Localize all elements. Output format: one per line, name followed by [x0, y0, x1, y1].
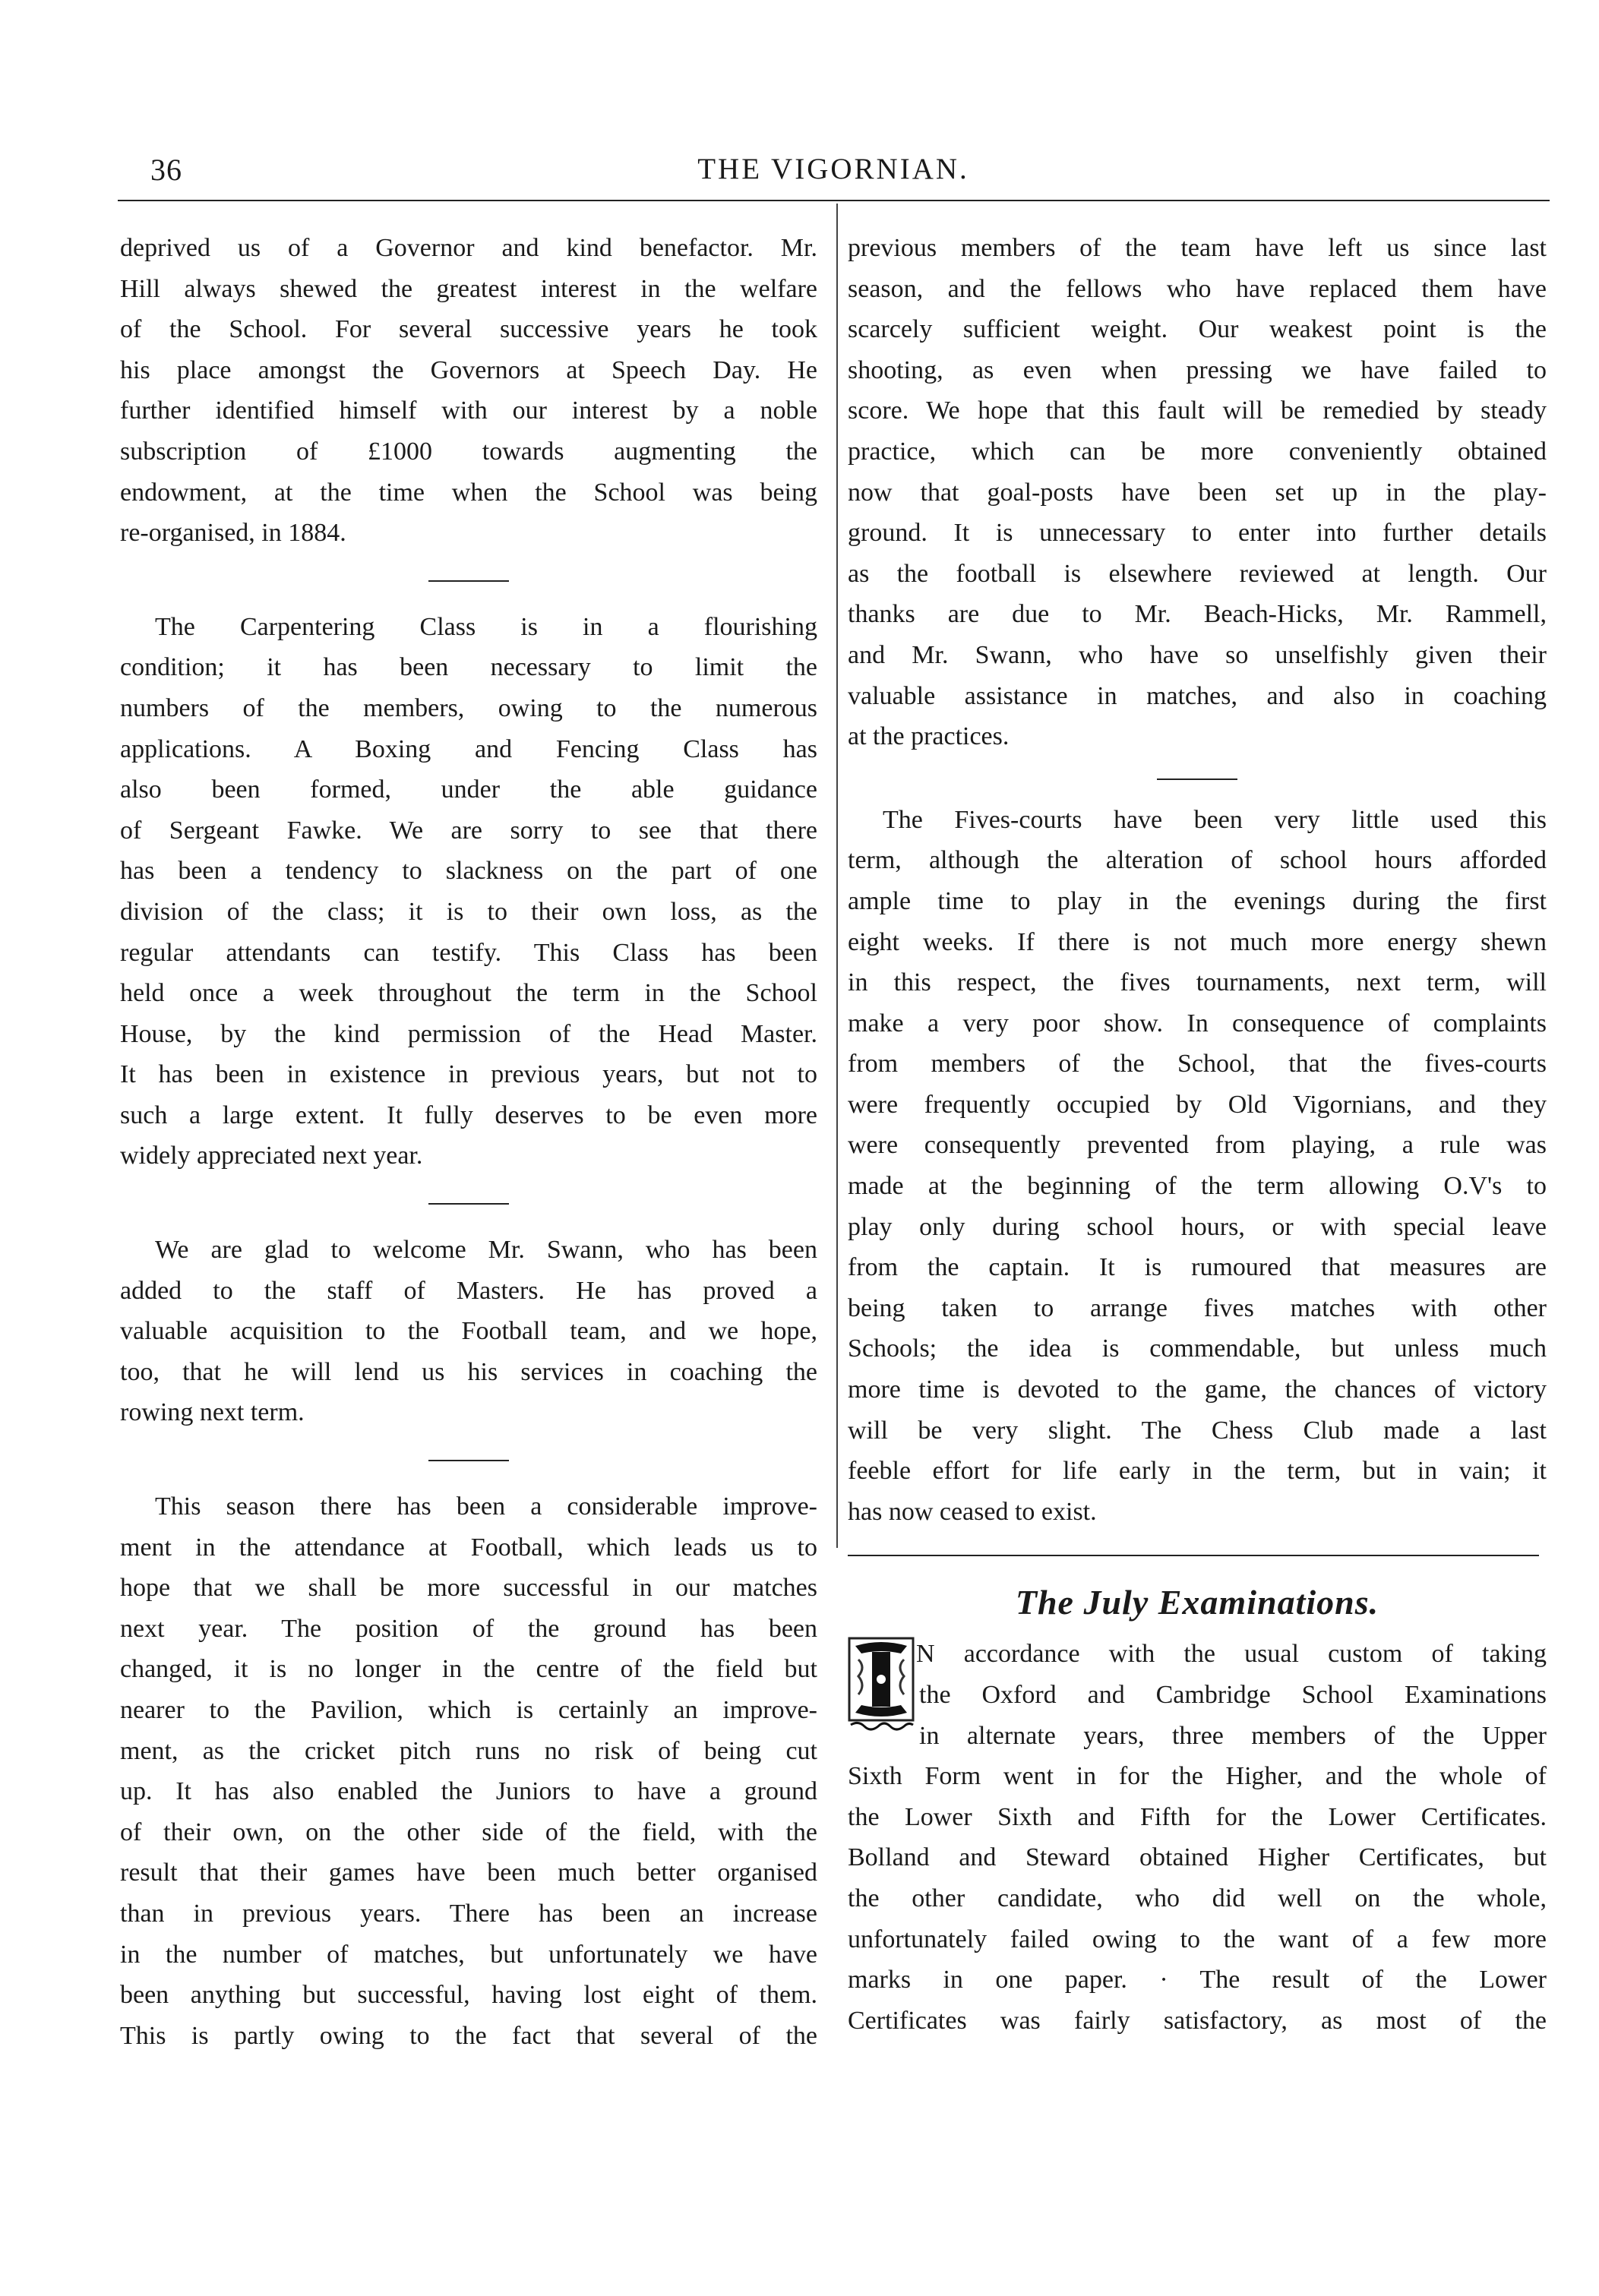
text-line: Schools; the idea is commendable, but unless much — [848, 1334, 1547, 1363]
text-line: ment, as the cricket pitch runs no risk of being cut — [120, 1736, 817, 1765]
text-line: has now ceased to exist. — [848, 1497, 1097, 1526]
text-line: held once a week throughout the term in the School — [120, 979, 817, 1008]
text-line: nearer to the Pavilion, which is certainly an improve- — [120, 1696, 817, 1724]
text-line: unfortunately failed owing to the want of a few more — [848, 1925, 1547, 1953]
text-line: valuable acquisition to the Football team, and we hope, — [120, 1317, 817, 1346]
text-line: re-organised, in 1884. — [120, 519, 346, 548]
text-line: been anything but successful, having lost eight of them. — [120, 1981, 817, 2010]
text-line: the other candidate, who did well on the whole, — [848, 1884, 1547, 1912]
text-line: in this respect, the fives tournaments, next term, will — [848, 968, 1547, 997]
text-line: make a very poor show. In consequence of complaints — [848, 1009, 1547, 1037]
text-line: ment in the attendance at Football, which leads us to — [120, 1533, 817, 1562]
text-line: result that their games have been much better organised — [120, 1859, 817, 1887]
page-header — [120, 152, 1547, 197]
right-column — [848, 228, 1547, 2041]
text-line: numbers of the members, owing to the numerous — [120, 693, 817, 722]
page-number: 36 — [150, 153, 182, 187]
text-line: as the football is elsewhere reviewed at length. Our — [848, 559, 1547, 588]
text-line: ground. It is unnecessary to enter into further details — [848, 519, 1547, 548]
text-line: Certificates was fairly satisfactory, as most of the — [848, 2006, 1547, 2035]
text-line: and Mr. Swann, who have so unselfishly given their — [848, 640, 1547, 669]
paragraph-carpentering — [120, 607, 817, 1176]
text-line: term, although the alteration of school hours afforded — [848, 846, 1547, 875]
text-line: the Oxford and Cambridge School Examinations — [919, 1681, 1547, 1709]
text-line: previous members of the team have left us since last — [848, 234, 1547, 262]
text-line: from members of the School, that the fives-courts — [848, 1050, 1547, 1079]
header-rule — [118, 200, 1550, 201]
text-line: up. It has also enabled the Juniors to have a ground — [120, 1777, 817, 1806]
text-line: of the School. For several successive years he took — [120, 315, 817, 344]
text-line: applications. A Boxing and Fencing Class has — [120, 734, 817, 763]
text-line: in the number of matches, but unfortunately we have — [120, 1940, 817, 1969]
text-line: also been formed, under the able guidance — [120, 775, 817, 804]
paragraph-swann — [120, 1230, 817, 1433]
text-line: score. We hope that this fault will be remedied by steady — [848, 396, 1547, 425]
text-line: Sixth Form went in for the Higher, and the whole of — [848, 1762, 1547, 1791]
paragraph-fives-courts — [848, 800, 1547, 1533]
text-line: shooting, as even when pressing we have failed to — [848, 355, 1547, 384]
text-line: deprived us of a Governor and kind benefactor. Mr. — [120, 234, 817, 262]
text-line: rowing next term. — [120, 1398, 305, 1427]
text-line: his place amongst the Governors at Speech Day. He — [120, 355, 817, 384]
text-line: will be very slight. The Chess Club made a last — [848, 1416, 1547, 1445]
text-line: than in previous years. There has been an increase — [120, 1899, 817, 1928]
text-line: ample time to play in the evenings during the first — [848, 886, 1547, 915]
text-line: widely appreciated next year. — [120, 1142, 423, 1170]
text-line: eight weeks. If there is not much more energy shewn — [848, 927, 1547, 956]
text-line: feeble effort for life early in the term, but in vain; it — [848, 1457, 1547, 1486]
text-line: practice, which can be more conveniently obtained — [848, 437, 1547, 466]
text-line: from the captain. It is rumoured that measures are — [848, 1253, 1547, 1282]
text-line: endowment, at the time when the School was being — [120, 478, 817, 507]
text-line: We are glad to welcome Mr. Swann, who has been — [155, 1236, 817, 1265]
text-line: Hill always shewed the greatest interest in the welfare — [120, 274, 817, 303]
text-line: thanks are due to Mr. Beach-Hicks, Mr. Rammell, — [848, 600, 1547, 629]
text-line: season, and the fellows who have replaced them have — [848, 274, 1547, 303]
section-heading: The July Examinations. — [1015, 1583, 1379, 1622]
text-line: at the practices. — [848, 722, 1010, 751]
text-line: now that goal-posts have been set up in the play- — [848, 478, 1547, 507]
text-line: too, that he will lend us his services in coaching the — [120, 1357, 817, 1386]
text-line: Bolland and Steward obtained Higher Certificates, but — [848, 1843, 1547, 1872]
text-line: play only during school hours, or with special leave — [848, 1212, 1547, 1241]
text-line: added to the staff of Masters. He has proved a — [120, 1276, 817, 1305]
text-line: made at the beginning of the term allowing O.V's to — [848, 1172, 1547, 1201]
text-line: changed, it is no longer in the centre of the field but — [120, 1655, 817, 1684]
text-line: House, by the kind permission of the Head Master. — [120, 1019, 817, 1048]
text-line: of Sergeant Fawke. We are sorry to see that there — [120, 816, 817, 845]
text-line: of their own, on the other side of the field, with the — [120, 1818, 817, 1846]
text-line: subscription of £1000 towards augmenting the — [120, 437, 817, 466]
text-line: regular attendants can testify. This Class has been — [120, 938, 817, 967]
left-column — [120, 228, 817, 2056]
text-line: The Fives-courts have been very little used this — [883, 805, 1547, 834]
paragraph-examinations — [848, 1634, 1547, 2041]
text-line: It has been in existence in previous years, but not to — [120, 1060, 817, 1089]
text-line: were consequently prevented from playing, a rule was — [848, 1131, 1547, 1160]
text-line: marks in one paper. · The result of the Lower — [848, 1966, 1547, 1994]
text-line: The Carpentering Class is in a flourishing — [155, 612, 817, 641]
text-line: scarcely sufficient weight. Our weakest point is the — [848, 315, 1547, 344]
ornamental-drop-cap — [848, 1637, 915, 1735]
paragraph-governor — [120, 228, 817, 554]
text-line: valuable assistance in matches, and also in coaching — [848, 681, 1547, 710]
text-line: This season there has been a considerable improve- — [155, 1492, 817, 1521]
text-line: further identified himself with our interest by a noble — [120, 396, 817, 425]
text-line: next year. The position of the ground has been — [120, 1614, 817, 1643]
text-line: division of the class; it is to their own loss, as the — [120, 897, 817, 926]
text-line: condition; it has been necessary to limit the — [120, 653, 817, 682]
text-line: has been a tendency to slackness on the part of one — [120, 857, 817, 886]
text-line: This is partly owing to the fact that several of the — [120, 2021, 817, 2050]
text-line: N accordance with the usual custom of taking — [916, 1640, 1547, 1669]
text-line: more time is devoted to the game, the chances of victory — [848, 1375, 1547, 1404]
text-line: in alternate years, three members of the Upper — [919, 1721, 1547, 1750]
text-line: such a large extent. It fully deserves to be even more — [120, 1101, 817, 1129]
text-line: were frequently occupied by Old Vigornians, and they — [848, 1090, 1547, 1119]
running-title: THE VIGORNIAN. — [697, 153, 969, 185]
text-line: the Lower Sixth and Fifth for the Lower Certificates. — [848, 1802, 1547, 1831]
paragraph-football — [120, 1486, 817, 2056]
text-line: hope that we shall be more successful in our matches — [120, 1574, 817, 1603]
paragraph-football-continued — [848, 228, 1547, 757]
column-divider — [836, 204, 838, 1548]
text-line: being taken to arrange fives matches with other — [848, 1293, 1547, 1322]
drop-cap-letter: I — [881, 1734, 882, 1735]
